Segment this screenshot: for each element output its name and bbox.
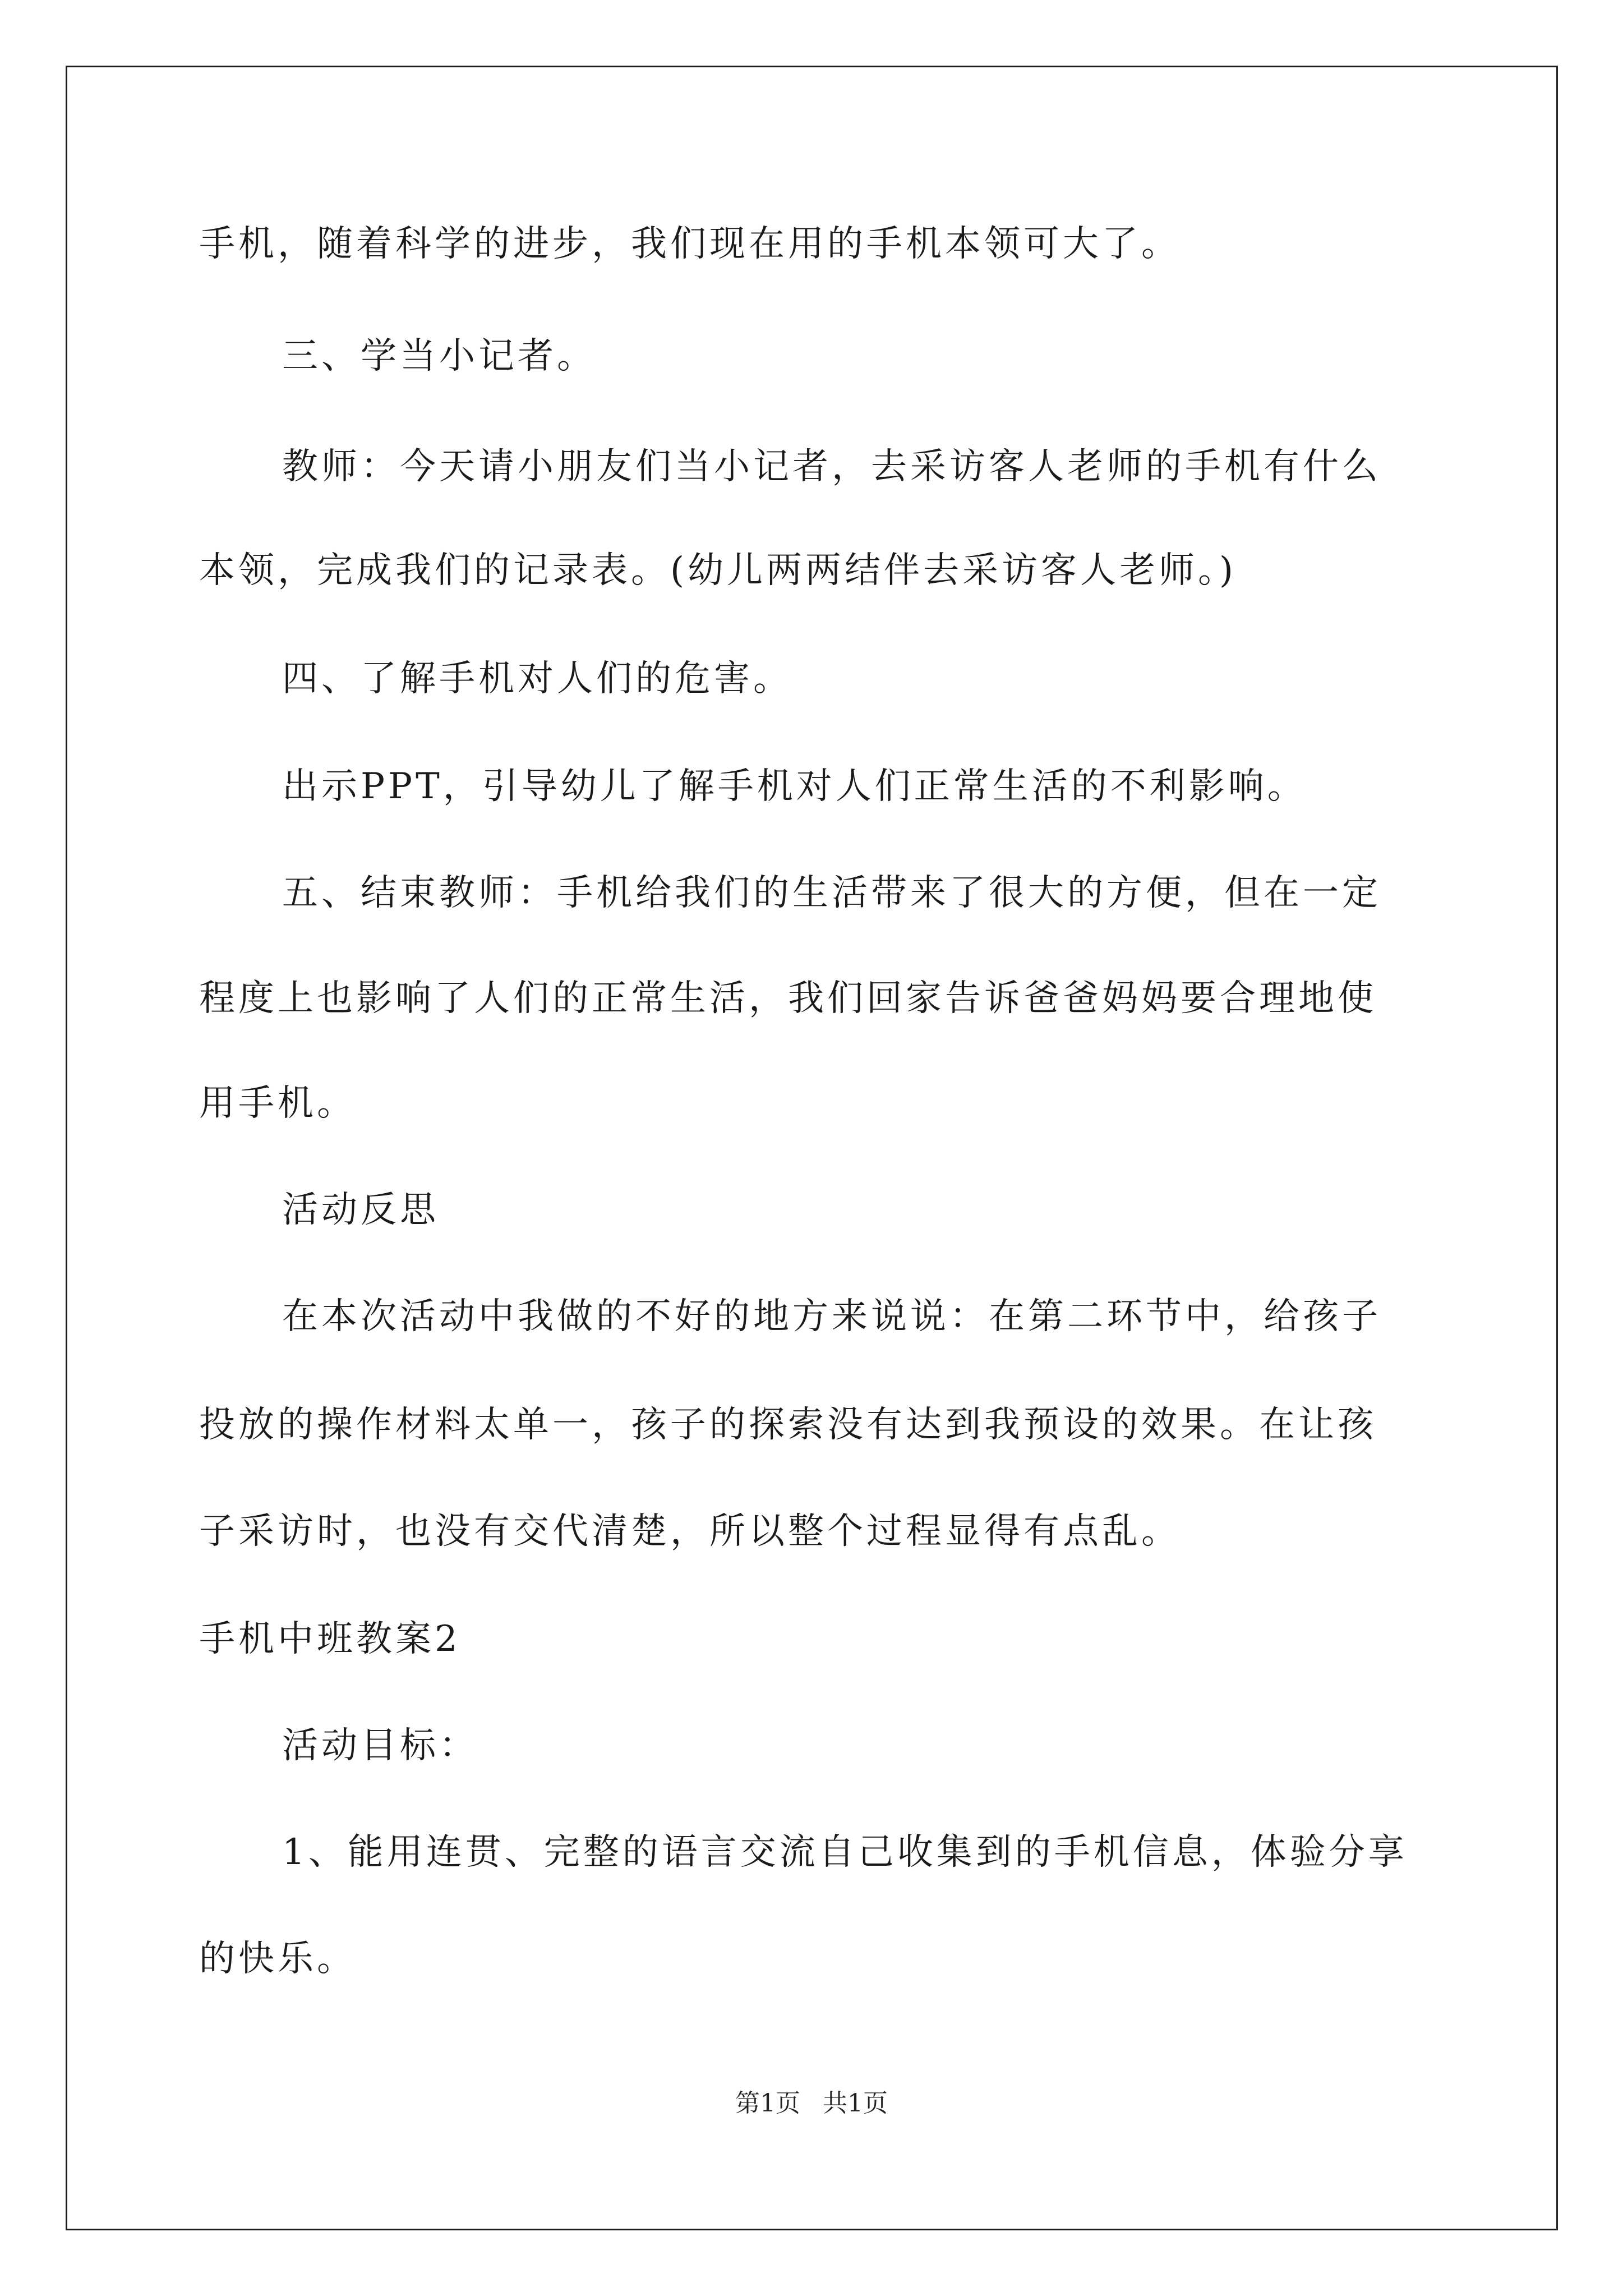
paragraph-line: 本领，完成我们的记录表。(幼儿两两结伴去采访客人老师。) <box>199 550 1237 591</box>
document-title: 手机中班教案2 <box>199 1618 461 1660</box>
paragraph-line: 出示PPT，引导幼儿了解手机对人们正常生活的不利影响。 <box>282 766 1307 807</box>
page-total: 共1页 <box>823 2089 888 2118</box>
page-footer <box>0 2088 1623 2119</box>
paragraph-line: 1、能用连贯、完整的语言交流自己收集到的手机信息，体验分享 <box>282 1832 1408 1873</box>
section-heading: 活动反思 <box>282 1189 439 1231</box>
section-heading: 四、了解手机对人们的危害。 <box>282 658 792 700</box>
section-heading: 三、学当小记者。 <box>282 335 596 377</box>
paragraph-line: 程度上也影响了人们的正常生活，我们回家告诉爸爸妈妈要合理地使 <box>199 978 1377 1019</box>
page-number: 第1页 <box>735 2089 800 2118</box>
page-border <box>66 66 1558 2230</box>
section-heading: 五、结束教师：手机给我们的生活带来了很大的方便，但在一定 <box>282 872 1381 914</box>
paragraph-line: 在本次活动中我做的不好的地方来说说：在第二环节中，给孩子 <box>282 1296 1381 1337</box>
section-heading: 活动目标： <box>282 1725 478 1766</box>
paragraph-line: 教师：今天请小朋友们当小记者，去采访客人老师的手机有什么 <box>282 446 1381 487</box>
paragraph-line: 子采访时，也没有交代清楚，所以整个过程显得有点乱。 <box>199 1511 1181 1552</box>
paragraph-line: 的快乐。 <box>199 1938 356 1980</box>
paragraph-line: 投放的操作材料太单一，孩子的探索没有达到我预设的效果。在让孩 <box>199 1404 1377 1446</box>
paragraph-line: 手机，随着科学的进步，我们现在用的手机本领可大了。 <box>199 223 1181 265</box>
paragraph-line: 用手机。 <box>199 1083 356 1124</box>
